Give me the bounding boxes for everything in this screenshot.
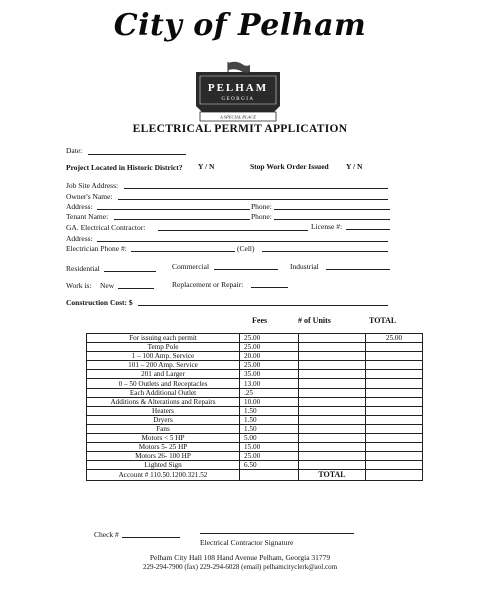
form-title: ELECTRICAL PERMIT APPLICATION bbox=[132, 123, 348, 135]
tenant-phone-field[interactable] bbox=[274, 219, 390, 220]
city-title: City of Pelham bbox=[113, 8, 367, 43]
logo-tagline: A SPECIAL PLACE bbox=[219, 114, 257, 120]
fee-amount: 20.00 bbox=[240, 352, 299, 361]
units-cell[interactable] bbox=[299, 352, 366, 361]
fee-amount: 1.50 bbox=[240, 406, 299, 415]
contractor-label: GA. Electrical Contractor: bbox=[66, 223, 146, 232]
address-field[interactable] bbox=[97, 209, 250, 210]
account-row bbox=[87, 470, 423, 481]
total-cell[interactable] bbox=[366, 343, 423, 352]
total-cell[interactable] bbox=[366, 370, 423, 379]
electrician-phone-field[interactable] bbox=[131, 251, 235, 252]
fee-amount: .25 bbox=[240, 388, 299, 397]
total-cell[interactable]: 25.00 bbox=[366, 334, 423, 343]
fee-item: Dryers bbox=[87, 415, 240, 424]
units-cell[interactable] bbox=[299, 343, 366, 352]
fees-table bbox=[86, 333, 423, 481]
fee-amount: 5.00 bbox=[240, 434, 299, 443]
cell-label: (Cell) bbox=[237, 244, 255, 253]
units-cell[interactable] bbox=[299, 434, 366, 443]
table-row bbox=[87, 406, 423, 415]
fee-amount: 10.00 bbox=[240, 397, 299, 406]
total-cell[interactable] bbox=[366, 434, 423, 443]
address-label: Address: bbox=[66, 202, 93, 211]
total-cell[interactable] bbox=[366, 406, 423, 415]
fee-amount: 35.00 bbox=[240, 370, 299, 379]
fee-item: 101 – 200 Amp. Service bbox=[87, 361, 240, 370]
fee-item: 0 – 50 Outlets and Receptacles bbox=[87, 379, 240, 388]
table-row bbox=[87, 424, 423, 433]
construction-cost-field[interactable] bbox=[138, 305, 388, 306]
phone-label: Phone: bbox=[251, 202, 272, 211]
stop-work-yn[interactable]: Y / N bbox=[346, 162, 363, 171]
tenant-name-label: Tenant Name: bbox=[66, 212, 109, 221]
grand-total-cell[interactable] bbox=[366, 470, 423, 481]
total-cell[interactable] bbox=[366, 452, 423, 461]
fee-amount: 25.00 bbox=[240, 343, 299, 352]
logo-state: GEORGIA bbox=[221, 97, 255, 102]
fee-item: Motors < 5 HP bbox=[87, 434, 240, 443]
fee-amount: 1.50 bbox=[240, 424, 299, 433]
units-cell[interactable] bbox=[299, 361, 366, 370]
units-cell[interactable] bbox=[299, 415, 366, 424]
signature-label: Electrical Contractor Signature bbox=[200, 538, 294, 547]
units-cell[interactable] bbox=[299, 424, 366, 433]
phone-field[interactable] bbox=[274, 209, 390, 210]
contractor-address-field[interactable] bbox=[97, 241, 388, 242]
historic-district-label: Project Located in Historic District? bbox=[66, 163, 183, 172]
residential-label: Residential bbox=[66, 264, 100, 273]
fee-item: For issuing each permit bbox=[87, 334, 240, 343]
total-cell[interactable] bbox=[366, 424, 423, 433]
table-row bbox=[87, 370, 423, 379]
table-row bbox=[87, 388, 423, 397]
job-site-address-label: Job Site Address: bbox=[66, 181, 119, 190]
commercial-label: Commercial bbox=[172, 262, 210, 271]
industrial-label: Industrial bbox=[290, 262, 319, 271]
date-label: Date: bbox=[66, 146, 83, 155]
total-cell[interactable] bbox=[366, 352, 423, 361]
stop-work-label: Stop Work Order Issued bbox=[250, 162, 329, 171]
units-header: # of Units bbox=[298, 316, 331, 325]
construction-cost-label: Construction Cost: $ bbox=[66, 298, 133, 307]
units-cell[interactable] bbox=[299, 406, 366, 415]
fee-amount: 1.50 bbox=[240, 415, 299, 424]
table-row bbox=[87, 343, 423, 352]
date-field[interactable] bbox=[88, 154, 186, 155]
table-row bbox=[87, 397, 423, 406]
work-is-label: Work is: bbox=[66, 281, 92, 290]
work-new-field[interactable] bbox=[118, 288, 154, 289]
work-new-label: New bbox=[100, 281, 115, 290]
contractor-address-label: Address: bbox=[66, 234, 93, 243]
units-cell[interactable] bbox=[299, 388, 366, 397]
fee-item: Motors 5- 25 HP bbox=[87, 443, 240, 452]
historic-district-yn[interactable]: Y / N bbox=[198, 162, 215, 171]
replacement-label: Replacement or Repair: bbox=[172, 280, 244, 289]
total-cell[interactable] bbox=[366, 461, 423, 470]
tenant-name-field[interactable] bbox=[114, 219, 250, 220]
owners-name-label: Owner's Name: bbox=[66, 192, 113, 201]
account-number: Account # 110.50.1200.321.52 bbox=[87, 470, 240, 481]
owners-name-field[interactable] bbox=[118, 199, 388, 200]
units-cell[interactable] bbox=[299, 443, 366, 452]
industrial-field[interactable] bbox=[326, 269, 390, 270]
job-site-address-field[interactable] bbox=[124, 188, 388, 189]
total-cell[interactable] bbox=[366, 379, 423, 388]
footer-contact: 229-294-7900 (fax) 229-294-6028 (email) pelhamcityclerk@aol.com bbox=[142, 563, 338, 571]
fee-amount: 25.00 bbox=[240, 361, 299, 370]
table-row bbox=[87, 461, 423, 470]
table-row bbox=[87, 434, 423, 443]
grand-total-label: TOTAL bbox=[299, 470, 366, 481]
electrician-phone-label: Electrician Phone #: bbox=[66, 244, 127, 253]
replacement-field[interactable] bbox=[251, 287, 288, 288]
logo-name: PELHAM bbox=[207, 82, 269, 94]
fee-amount: 13.00 bbox=[240, 379, 299, 388]
check-field[interactable] bbox=[122, 537, 180, 538]
fee-item: Heaters bbox=[87, 406, 240, 415]
check-label: Check # bbox=[94, 530, 119, 539]
fee-item: Lighted Sign bbox=[87, 461, 240, 470]
fee-amount: 25.00 bbox=[240, 452, 299, 461]
table-row bbox=[87, 334, 423, 343]
table-row bbox=[87, 452, 423, 461]
fee-amount: 25.00 bbox=[240, 334, 299, 343]
fee-item: Fans bbox=[87, 424, 240, 433]
table-row bbox=[87, 361, 423, 370]
total-cell[interactable] bbox=[366, 415, 423, 424]
fee-item: 201 and Larger bbox=[87, 370, 240, 379]
fee-item: Additions & Alterations and Repairs bbox=[87, 397, 240, 406]
fee-item: Temp Pole bbox=[87, 343, 240, 352]
total-header: TOTAL bbox=[369, 316, 397, 325]
fee-amount: 6.50 bbox=[240, 461, 299, 470]
units-cell[interactable] bbox=[299, 379, 366, 388]
total-cell[interactable] bbox=[366, 397, 423, 406]
units-cell[interactable] bbox=[299, 334, 366, 343]
signature-line[interactable] bbox=[200, 533, 354, 534]
total-cell[interactable] bbox=[366, 388, 423, 397]
fee-item: Each Additional Outlet bbox=[87, 388, 240, 397]
cell-field[interactable] bbox=[262, 251, 388, 252]
units-cell[interactable] bbox=[299, 370, 366, 379]
total-cell[interactable] bbox=[366, 361, 423, 370]
units-cell[interactable] bbox=[299, 461, 366, 470]
units-cell[interactable] bbox=[299, 397, 366, 406]
tenant-phone-label: Phone: bbox=[251, 212, 272, 221]
fees-header: Fees bbox=[252, 316, 268, 325]
commercial-field[interactable] bbox=[214, 269, 278, 270]
table-row bbox=[87, 379, 423, 388]
fee-amount: 15.00 bbox=[240, 443, 299, 452]
footer-address: Pelham City Hall 108 Hand Avenue Pelham, Georgia 31779 bbox=[149, 553, 331, 562]
units-cell[interactable] bbox=[299, 452, 366, 461]
total-cell[interactable] bbox=[366, 443, 423, 452]
account-fee-cell bbox=[240, 470, 299, 481]
table-row bbox=[87, 352, 423, 361]
license-field[interactable] bbox=[346, 229, 390, 230]
contractor-field[interactable] bbox=[158, 230, 308, 231]
fee-item: 1 – 100 Amp. Service bbox=[87, 352, 240, 361]
residential-field[interactable] bbox=[104, 271, 156, 272]
license-label: License #: bbox=[311, 222, 343, 231]
table-row bbox=[87, 443, 423, 452]
city-logo bbox=[190, 60, 286, 124]
table-row bbox=[87, 415, 423, 424]
fee-item: Motors 26- 100 HP bbox=[87, 452, 240, 461]
